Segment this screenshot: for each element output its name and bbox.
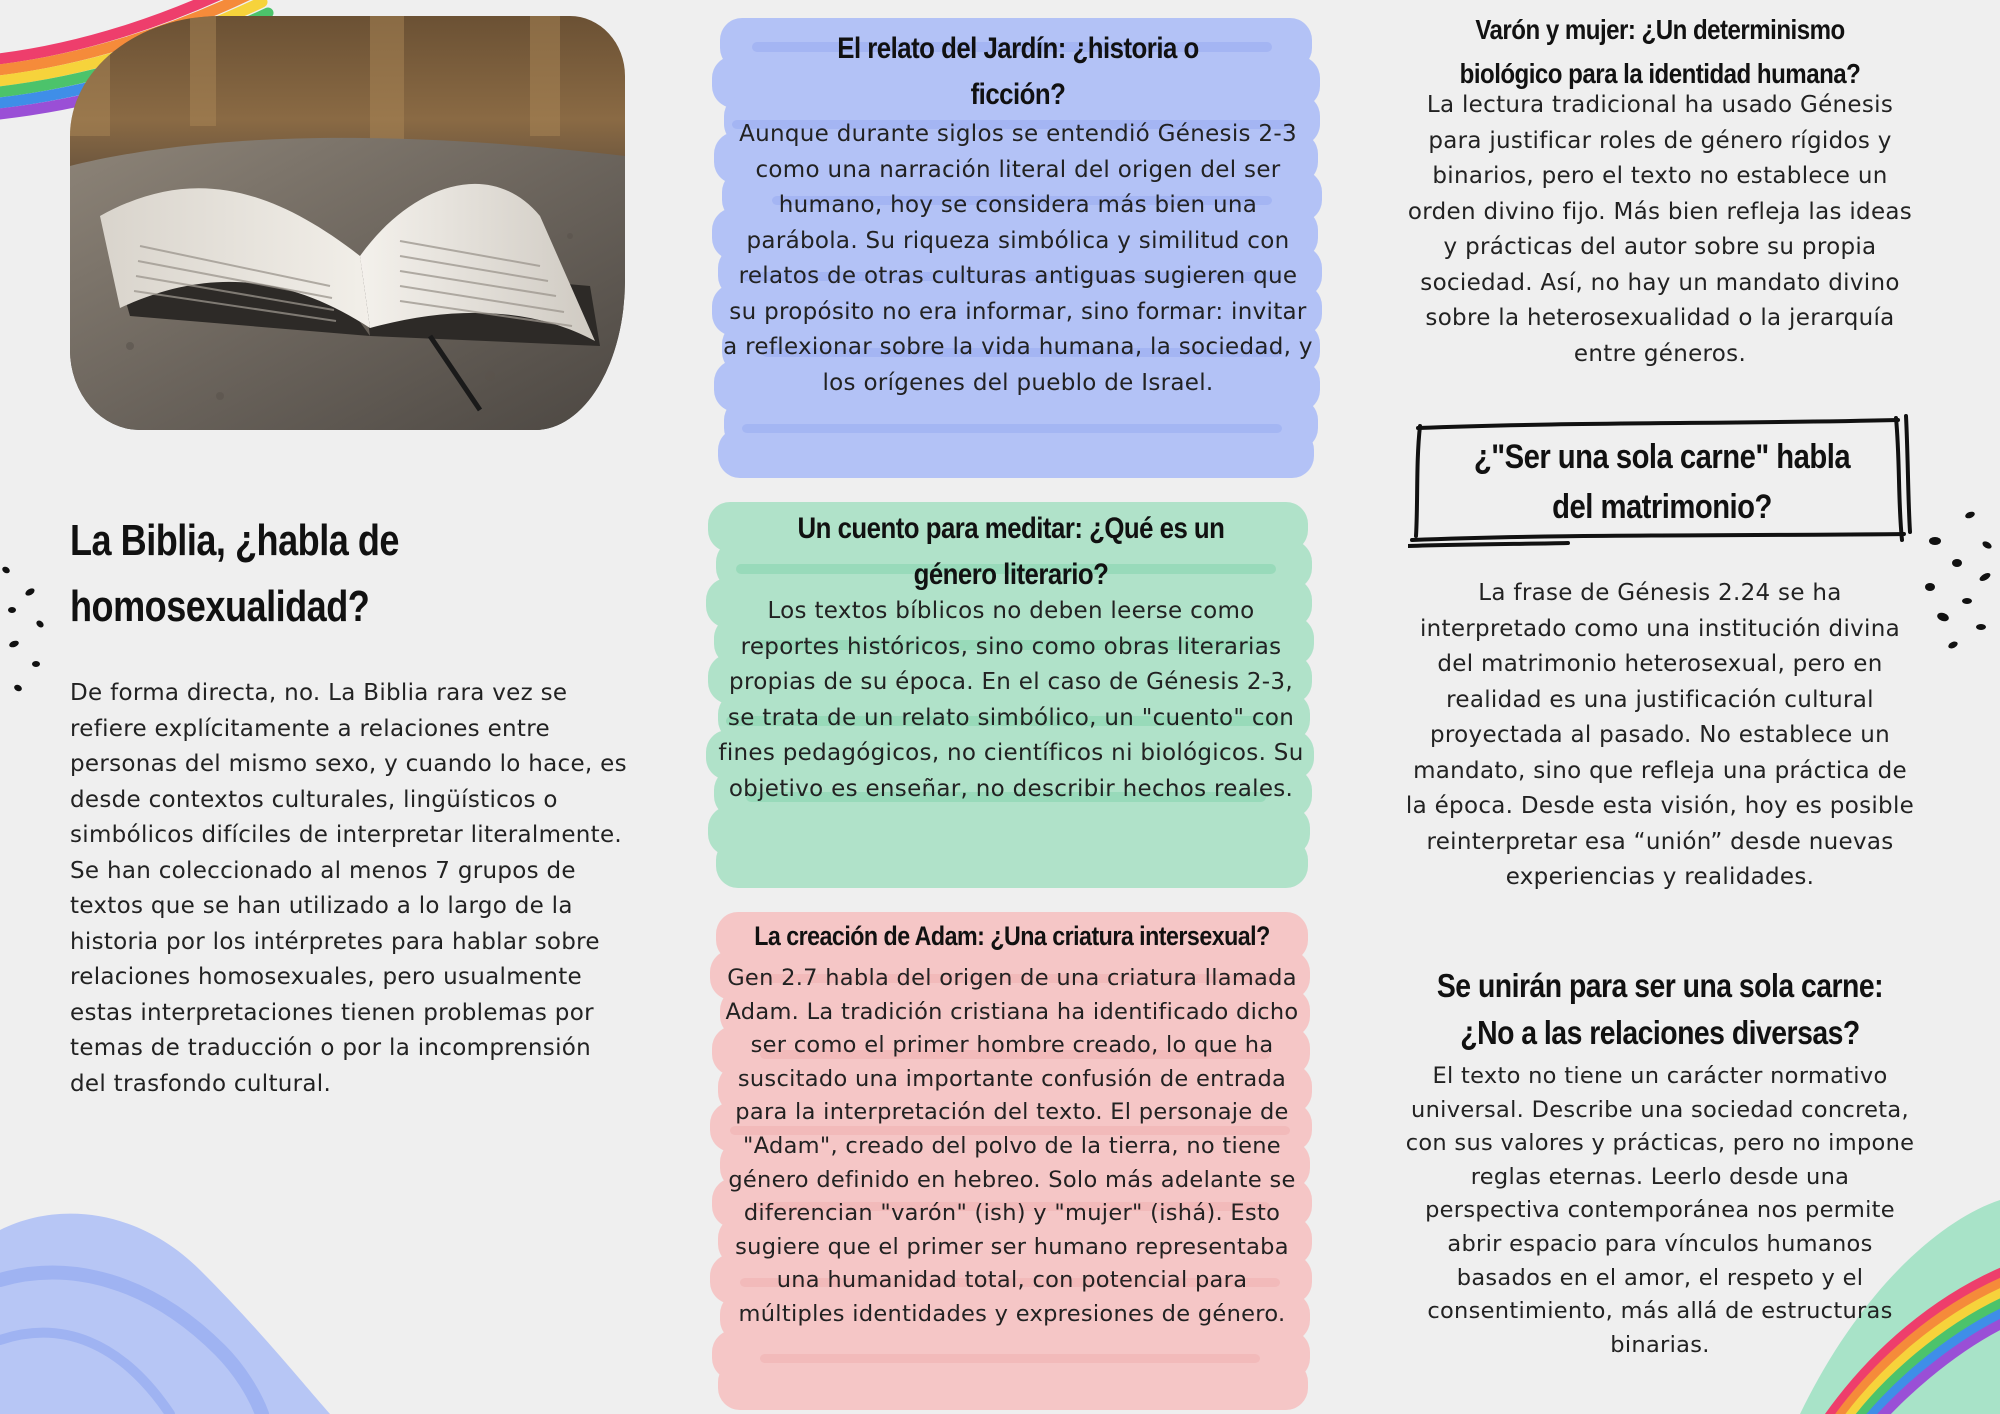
intro-paragraph: De forma directa, no. La Biblia rara vez se refiere explícitamente a relaciones entre personas del mismo sexo, y cuando lo hace, es desde contextos culturales, lingüísticos o simbólicos difíciles de interpretar literalmente. Se han coleccionado al menos 7 grupos de textos que se han utilizado a lo largo de la historia por los intérpretes para hablar sobre relaciones homosexuales, pero usualmente estas interpretaciones tienen problemas por temas de traducción o por la incomprensión del trasfondo cultural. xyxy=(70,680,627,1097)
section-body-jardin: Aunque durante siglos se entendió Génesis 2-3 como una narración literal del origen del ser humano, hoy se considera más bien una parábola. Su riqueza simbólica y similitud con relatos de otras culturas antiguas sugieren que su propósito no era informar, sino formar: invitar a reflexionar sobre la vida humana, la sociedad, y los orígenes del pueblo de Israel. xyxy=(723,121,1313,396)
section-title-unir: Se unirán para ser una sola carne: ¿No a las relaciones diversas? xyxy=(1436,967,1884,1051)
section-body-adam: Gen 2.7 habla del origen de una criatura llamada Adam. La tradición cristiana ha identificado dicho ser como el primer hombre creado, lo que ha suscitado una importante confusión de entrada para la interpretación del texto. El personaje de "Adam", creado del polvo de la tierra, no tiene género definido en hebreo. Solo más adelante se diferencian "varón" (ish) y "mujer" (ishá). Esto sugiere que el primer ser humano representaba una humanidad total, con potencial para múltiples identidades y expresiones de género. xyxy=(725,965,1299,1327)
open-bible-photo xyxy=(70,16,625,430)
section-title-cuento: Un cuento para meditar: ¿Qué es un género literario? xyxy=(797,512,1225,591)
panel-jardin xyxy=(712,14,1324,484)
scatter-dots-icon xyxy=(0,560,50,700)
section-body-varon: La lectura tradicional ha usado Génesis para justificar roles de género rígidos y binarios, pero el texto no establece un orden divino fijo. Más bien refleja las ideas y prácticas del autor sobre su propia sociedad. Así, no hay un mandato divino sobre la heterosexualidad o la jerarquía entre géneros. xyxy=(1407,92,1913,367)
section-body-unir: El texto no tiene un carácter normativo universal. Describe una sociedad concreta, con sus valores y prácticas, pero no impone reglas eternas. Leerlo desde una perspectiva contemporánea nos permite abrir espacio para vínculos humanos basados en el amor, el respeto y el consentimiento, más allá de estructuras binarias. xyxy=(1405,1063,1915,1358)
section-body-cuento: Los textos bíblicos no deben leerse como reportes históricos, sino como obras literarias propias de su época. En el caso de Génesis 2-3, se trata de un relato simbólico, un "cuento" con fines pedagógicos, no científicos ni biológicos. Su objetivo es enseñar, no describir hechos reales. xyxy=(718,598,1304,802)
page-title: La Biblia, ¿habla de homosexualidad? xyxy=(70,516,399,631)
section-body-carne: La frase de Génesis 2.24 se ha interpretado como una institución divina del matrimonio heterosexual, pero en realidad es una justificación cultural proyectada al pasado. No establece un mandato, sino que refleja una práctica de la época. Desde esta visión, hoy es posible reinterpretar esa “unión” desde nuevas experiencias y realidades. xyxy=(1405,580,1915,890)
panel-adam xyxy=(710,910,1314,1410)
section-title-jardin: El relato del Jardín: ¿historia o ficción? xyxy=(837,32,1199,111)
blue-wave-icon xyxy=(0,1200,340,1414)
section-title-carne: ¿"Ser una sola carne" habla del matrimonio? xyxy=(1473,438,1851,526)
panel-cuento xyxy=(706,500,1316,892)
section-title-adam: La creación de Adam: ¿Una criatura intersexual? xyxy=(754,921,1270,951)
section-title-varon: Varón y mujer: ¿Un determinismo biológico para la identidad humana? xyxy=(1459,14,1861,89)
scatter-dots-icon xyxy=(1915,505,2000,665)
